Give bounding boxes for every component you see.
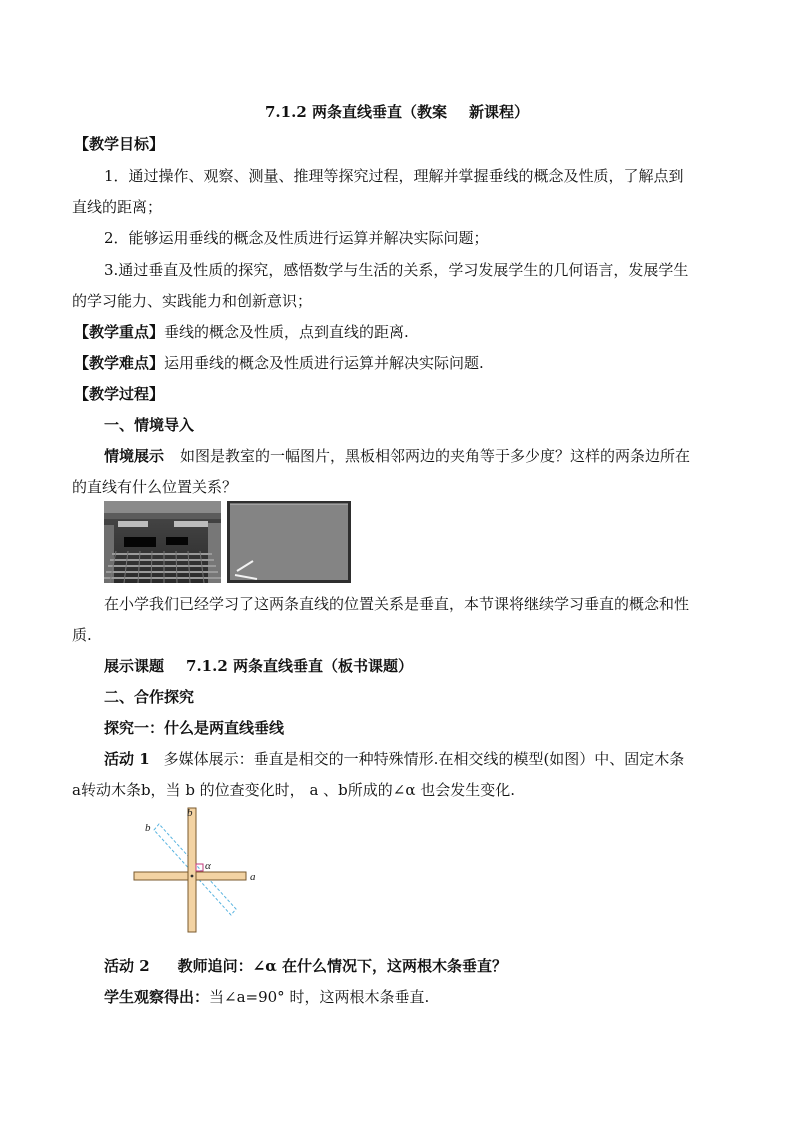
- objective-3-line-1: 3.通过垂直及性质的探究，感悟数学与生活的关系，学习发展学生的几何语言，发展学生: [104, 261, 689, 279]
- objective-3-line-2: 的学习能力、实践能力和创新意识；: [72, 292, 313, 310]
- difficulties-text: 运用垂线的概念及性质进行运算并解决实际问题.: [164, 354, 484, 372]
- scene-paragraph-line-2: 的直线有什么位置关系？: [72, 478, 238, 496]
- explore-1-heading: 探究一：什么是两直线垂线: [104, 719, 285, 737]
- classroom-photo: [104, 501, 221, 583]
- activity-1-line-1: [104, 749, 684, 769]
- activity-2-text: 教师追问：∠α 在什么情况下，这两根木条垂直？: [177, 957, 508, 975]
- label-alpha: α: [205, 860, 211, 872]
- title-main: 7.1.2 两条直线垂直（教案: [265, 103, 447, 121]
- strip-vertical-b: [188, 808, 196, 932]
- page-title: [0, 102, 794, 122]
- right-angle-mark: [196, 864, 203, 871]
- process-heading: 【教学过程】: [74, 385, 165, 403]
- title-tag: 新课程）: [468, 103, 529, 121]
- after-photo-line-2: 质.: [72, 626, 92, 644]
- label-a: a: [250, 871, 256, 883]
- topic-label: 展示课题: [104, 657, 165, 675]
- activity-2-label: 活动 2: [104, 957, 150, 975]
- difficulties: [74, 353, 484, 373]
- after-photo-line-1: 在小学我们已经学习了这两条直线的位置关系是垂直，本节课将继续学习垂直的概念和性: [104, 595, 690, 613]
- blackboard-photo: [227, 501, 351, 583]
- scene-text: 如图是教室的一幅图片，黑板相邻两边的夹角等于多少度？这样的两条边所在: [180, 447, 691, 465]
- wooden-strips-figure: [132, 806, 264, 934]
- label-b-left: b: [145, 822, 151, 834]
- topic-line: [104, 656, 413, 676]
- observation-text: 当∠a=90° 时，这两根木条垂直.: [209, 988, 430, 1006]
- difficulties-label: 【教学难点】: [74, 354, 165, 372]
- label-b-top: b: [187, 807, 193, 819]
- observation-line: [104, 987, 429, 1007]
- section-2-heading: 二、合作探究: [104, 688, 195, 706]
- key-points-text: 垂线的概念及性质，点到直线的距离.: [164, 323, 409, 341]
- key-points-label: 【教学重点】: [74, 323, 165, 341]
- activity-1-line-2: a转动木条b，当 b 的位查变化时， a 、b所成的∠α 也会发生变化.: [72, 781, 516, 799]
- activity-1-label: 活动 1: [104, 750, 150, 768]
- activity-1-text: 多媒体展示：垂直是相交的一种特殊情形.在相交线的模型(如图）中、固定木条: [163, 750, 685, 768]
- objectives-heading: 【教学目标】: [74, 135, 165, 153]
- pivot-point: [191, 875, 194, 878]
- objective-2: 2．能够运用垂线的概念及性质进行运算并解决实际问题；: [104, 229, 489, 247]
- key-points: [74, 322, 409, 342]
- objective-1-line-1: 1．通过操作、观察、测量、推理等探究过程，理解并掌握垂线的概念及性质，了解点到: [104, 167, 684, 185]
- observation-label: 学生观察得出：: [104, 988, 210, 1006]
- scene-label: 情境展示: [104, 447, 165, 465]
- section-1-heading: 一、情境导入: [104, 416, 195, 434]
- topic-text: 7.1.2 两条直线垂直（板书课题）: [186, 657, 413, 675]
- objective-1-line-2: 直线的距离；: [72, 198, 163, 216]
- scene-paragraph-line-1: [104, 446, 690, 466]
- activity-2-line: [104, 956, 507, 976]
